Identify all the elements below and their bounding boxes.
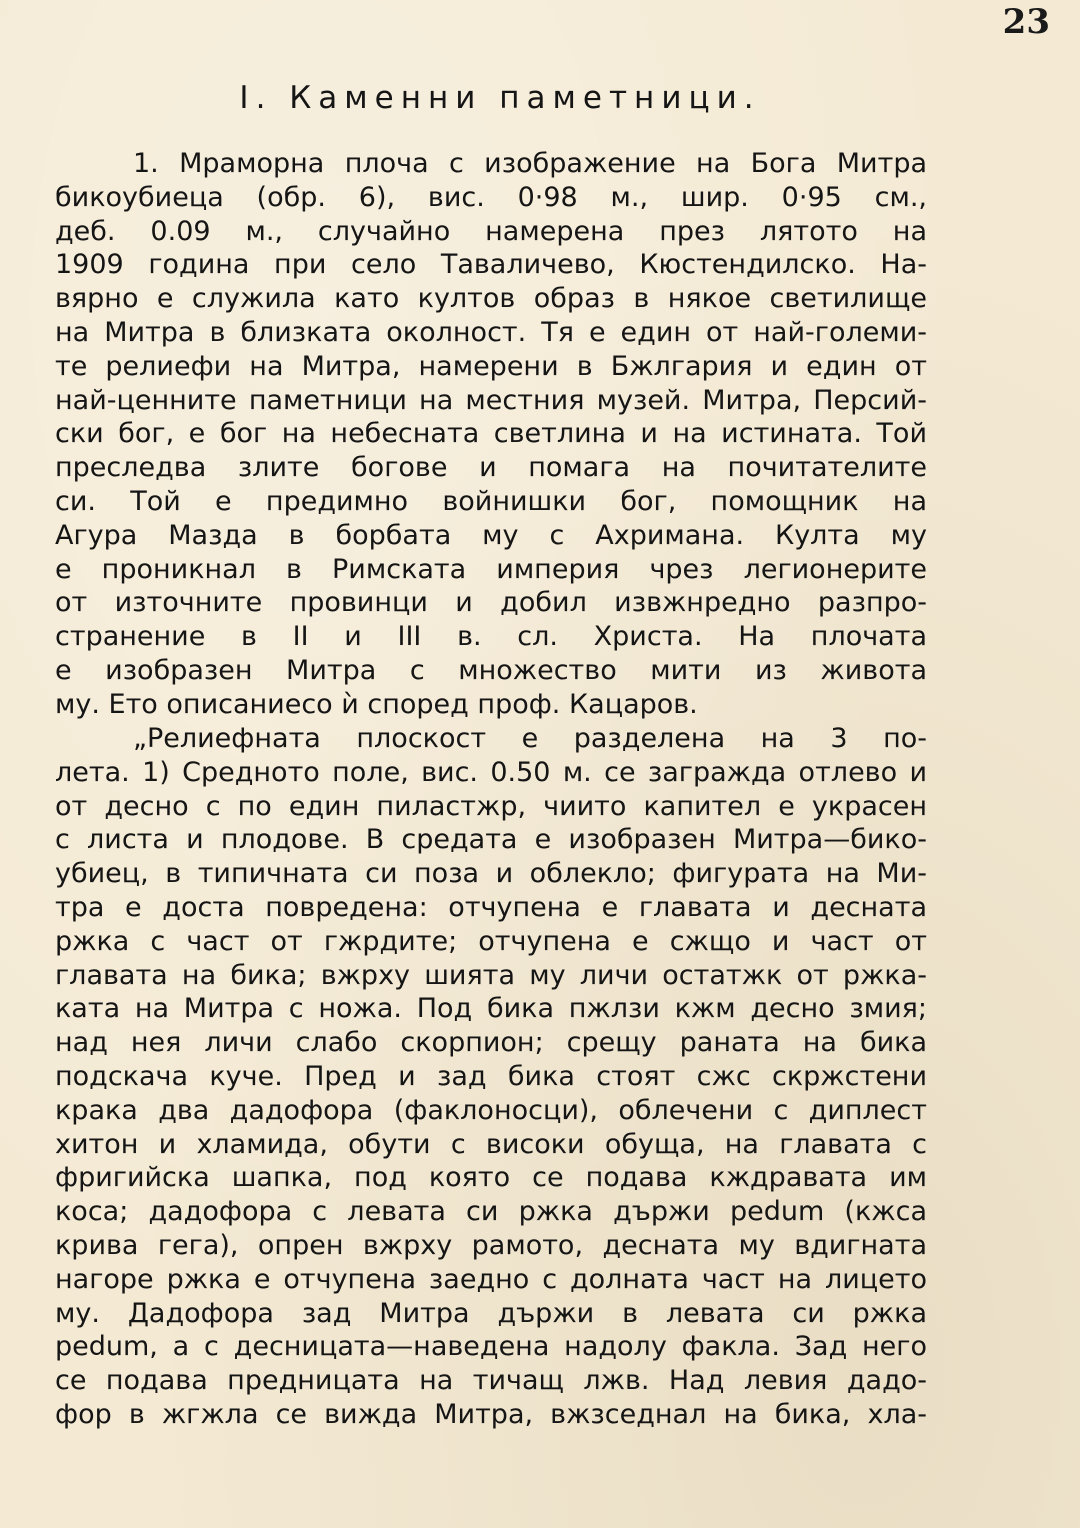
text-line: фригийска шапка, под която се подава кждравата им (55, 1162, 927, 1194)
text-line: крива гега), опрен вжрху рамото, десната му вдигната (55, 1229, 927, 1261)
text-line: главата на бика; вжрху шията му личи остатжк от ржка- (55, 959, 927, 991)
text-line: 1. Мраморна плоча с изображение на Бога Митра (133, 148, 927, 179)
text-line: те релиефи на Митра, намерени в Бжлгария и един от (55, 350, 927, 382)
text-line: му. Дадофора зад Митра държи в левата си ржка (55, 1297, 927, 1329)
text-line: убиец, в типичната си поза и облекло; фигурата на Ми- (55, 858, 927, 890)
text-line: с листа и плодове. В средата е изобразен Митра—бико- (55, 824, 927, 856)
text-line: нагоре ржка е отчупена заедно с долната част на лицето (55, 1263, 927, 1295)
text-line: е изобразен Митра с множество мити из живота (55, 654, 927, 686)
text-line: ката на Митра с ножа. Под бика пжлзи кжм десно змия; (55, 993, 927, 1025)
text-line: преследва злите богове и помага на почитателите (55, 452, 927, 484)
page-number: 23 (1002, 2, 1050, 42)
text-line: коса; дадофора с левата си ржка държи pedum (кжса (55, 1196, 927, 1228)
text-line: на Митра в близката околност. Тя е един от най-големи- (55, 316, 927, 348)
paragraph-1 (55, 147, 927, 722)
text-line: от източните провинци и добил извжнредно разпро- (55, 587, 927, 619)
paragraph-2 (55, 722, 927, 1432)
text-line: му. Ето описаниесо ѝ според проф. Кацаров. (55, 688, 698, 720)
section-title: I. Каменни паметници. (239, 80, 761, 116)
text-line: тра е доста повредена: отчупена е главата и десната (55, 891, 927, 923)
text-line: вярно е служила като култов образ в някое светилище (55, 283, 927, 315)
text-line: е проникнал в Римската империя чрез легионерите (55, 553, 927, 585)
text-line: деб. 0.09 м., случайно намерена през лятото на (55, 215, 927, 247)
text-line: Агура Мазда в борбата му с Ахримана. Култа му (55, 519, 927, 551)
text-line: странение в II и III в. сл. Христа. На плочата (55, 621, 927, 653)
text-line: се подава предницата на тичащ лжв. Над левия дадо- (55, 1365, 927, 1397)
text-line: от десно с по един пиластжр, чиито капител е украсен (55, 790, 927, 822)
text-line: pedum, а с десницата—наведена надолу факла. Зад него (55, 1331, 927, 1363)
text-line: „Релиефната плоскост е разделена на 3 по- (133, 723, 927, 754)
text-line: фор в жгжла се вижда Митра, вжзседнал на бика, хла- (55, 1398, 927, 1430)
text-line: над нея личи слабо скорпион; срещу раната на бика (55, 1027, 927, 1059)
text-line: хитон и хламида, обути с високи обуща, на главата с (55, 1128, 927, 1160)
text-line: си. Той е предимно войнишки бог, помощник на (55, 485, 927, 517)
text-line: 1909 година при село Таваличево, Кюстендилско. На- (55, 249, 927, 281)
text-line: лета. 1) Средното поле, вис. 0.50 м. се загражда отлево и (55, 756, 927, 788)
text-line: ски бог, е бог на небесната светлина и на истината. Той (55, 418, 927, 450)
text-line: крака два дадофора (факлоносци), облечени с диплест (55, 1094, 927, 1126)
text-line: подскача куче. Пред и зад бика стоят сжс скржстени (55, 1060, 927, 1092)
text-line: най-ценните паметници на местния музей. Митра, Персий- (55, 384, 927, 416)
text-line: ржка с част от гжрдите; отчупена е сжщо и част от (55, 925, 927, 957)
text-line: бикоубиеца (обр. 6), вис. 0·98 м., шир. 0·95 см., (55, 181, 927, 213)
